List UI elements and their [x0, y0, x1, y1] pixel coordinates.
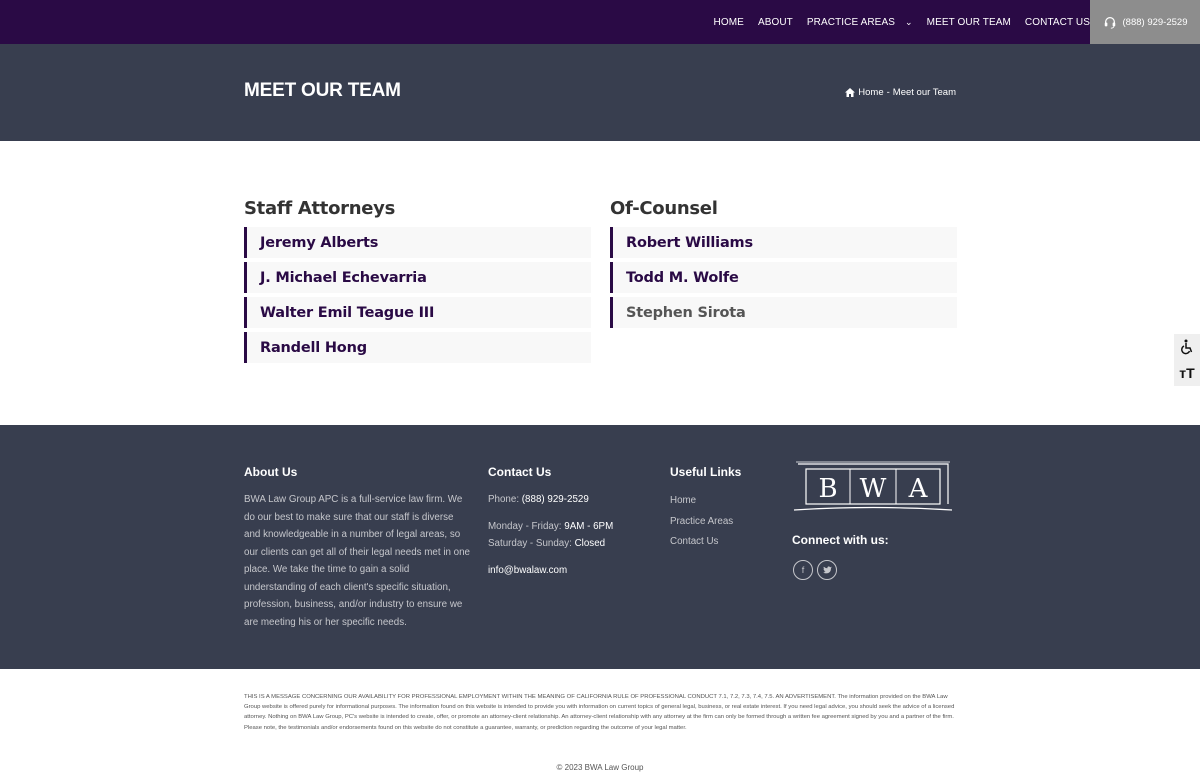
footer-about: [244, 465, 470, 631]
header-phone-number: (888) 929-2529: [1122, 16, 1188, 28]
bwa-logo[interactable]: [792, 461, 954, 513]
weekday-label: Monday - Friday:: [488, 520, 562, 532]
svg-text:A: A: [908, 474, 928, 504]
breadcrumb-current: Meet our Team: [892, 87, 956, 98]
nav-practice-areas[interactable]: [807, 17, 913, 28]
team-member-link[interactable]: Todd M. Wolfe: [610, 262, 957, 293]
footer-about-heading: About Us: [244, 465, 298, 479]
footer-contact-heading: Contact Us: [488, 465, 552, 479]
text-size-icon[interactable]: тT: [1179, 365, 1195, 381]
legal-disclaimer: THIS IS A MESSAGE CONCERNING OUR AVAILABILITY FOR PROFESSIONAL EMPLOYMENT WITHIN THE MEANING OF CALIFORNIA RULE OF PROFESSIONAL CONDUCT 7.1, 7.2, 7.3, 7.4, 7.5. AN ADVERTISEMENT. The information provided on the BWA Law Group website is offered purely for informational purposes. The information found on this website is intended to provide you with information on current topics of general legal, business, or real estate interest. If you need legal advice, you should seek the advice of a licensed attorney. Nothing on BWA Law Group, PC's website is intended to create, offer, or promote an attorney-client relationship. An attorney-client relationship with any attorney at the firm can only be formed through a written fee agreement signed by you and a partner of the firm. Please note, the testimonials and/or endorsements found on this website do not constitute a guarantee, warranty, or prediction regarding the outcome of your legal matter.: [244, 694, 955, 731]
weekend-label: Saturday - Sunday:: [488, 538, 572, 549]
header-phone-button[interactable]: [1090, 0, 1200, 44]
social-links: [793, 560, 837, 580]
team-member-link[interactable]: Randell Hong: [244, 332, 591, 363]
twitter-icon[interactable]: [817, 560, 837, 580]
weekend-value: Closed: [574, 538, 606, 549]
chevron-down-icon[interactable]: ⌄: [904, 16, 913, 27]
team-member-link[interactable]: Stephen Sirota: [610, 297, 957, 328]
breadcrumb-home[interactable]: Home: [858, 87, 884, 98]
of-counsel-heading: Of-Counsel: [610, 198, 718, 219]
footer-email: [488, 562, 613, 580]
footer-phone-value[interactable]: (888) 929-2529: [521, 494, 589, 505]
nav-practice-areas-label: PRACTICE AREAS: [806, 16, 895, 28]
page-title-band: [0, 44, 1200, 141]
staff-attorneys-heading: Staff Attorneys: [244, 198, 395, 219]
facebook-icon[interactable]: f: [793, 560, 813, 580]
accessibility-widget: [1174, 334, 1200, 386]
main-nav: [700, 0, 1090, 44]
footer-links-heading: Useful Links: [670, 465, 742, 479]
wheelchair-icon: [1179, 339, 1195, 355]
nav-about[interactable]: ABOUT: [757, 16, 793, 28]
accessibility-icon[interactable]: [1178, 338, 1196, 356]
copyright: © 2023 BWA Law Group: [556, 763, 644, 772]
footer-useful-links: [670, 465, 741, 553]
team-member-link[interactable]: Walter Emil Teague III: [244, 297, 591, 328]
team-member-link[interactable]: J. Michael Echevarria: [244, 262, 591, 293]
nav-meet-our-team[interactable]: MEET OUR TEAM: [926, 16, 1011, 28]
footer-link-home[interactable]: Home: [670, 495, 697, 506]
connect-heading: Connect with us:: [792, 533, 889, 547]
footer-about-text: BWA Law Group APC is a full-service law firm. We do our best to make sure that our staff is diverse and knowledgeable in a number of legal areas, so our clients can get all of their legal needs met in one place. We take the time to gain a solid understanding of each client's specific situation, profession, business, and/or industry to ensure we are meeting his or her specific needs.: [244, 494, 471, 628]
team-member-link[interactable]: Jeremy Alberts: [244, 227, 591, 258]
nav-contact-us[interactable]: CONTACT US: [1024, 16, 1090, 28]
footer-contact: [488, 465, 613, 579]
footer-phone-label: Phone:: [488, 494, 520, 505]
nav-home[interactable]: HOME: [713, 16, 744, 28]
top-navbar: [0, 0, 1200, 44]
weekday-value: 9AM - 6PM: [564, 520, 614, 532]
svg-text:B: B: [818, 474, 838, 504]
team-member-link[interactable]: Robert Williams: [610, 227, 957, 258]
footer-link-contact-us[interactable]: Contact Us: [670, 536, 719, 547]
svg-text:W: W: [859, 474, 887, 504]
staff-attorneys-section: [244, 198, 591, 367]
footer-weekday-hours: [488, 518, 613, 536]
headset-icon: [1103, 15, 1117, 29]
of-counsel-section: [610, 198, 957, 332]
site-footer: [0, 425, 1200, 669]
footer-email-link[interactable]: info@bwalaw.com: [488, 564, 568, 576]
home-icon: [845, 88, 855, 97]
breadcrumb-separator: -: [886, 87, 890, 98]
breadcrumb: [845, 87, 956, 98]
footer-link-practice-areas[interactable]: Practice Areas: [670, 515, 734, 527]
footer-phone: [488, 491, 613, 509]
footer-weekend-hours: [488, 535, 613, 553]
page-title: MEET OUR TEAM: [244, 80, 401, 101]
